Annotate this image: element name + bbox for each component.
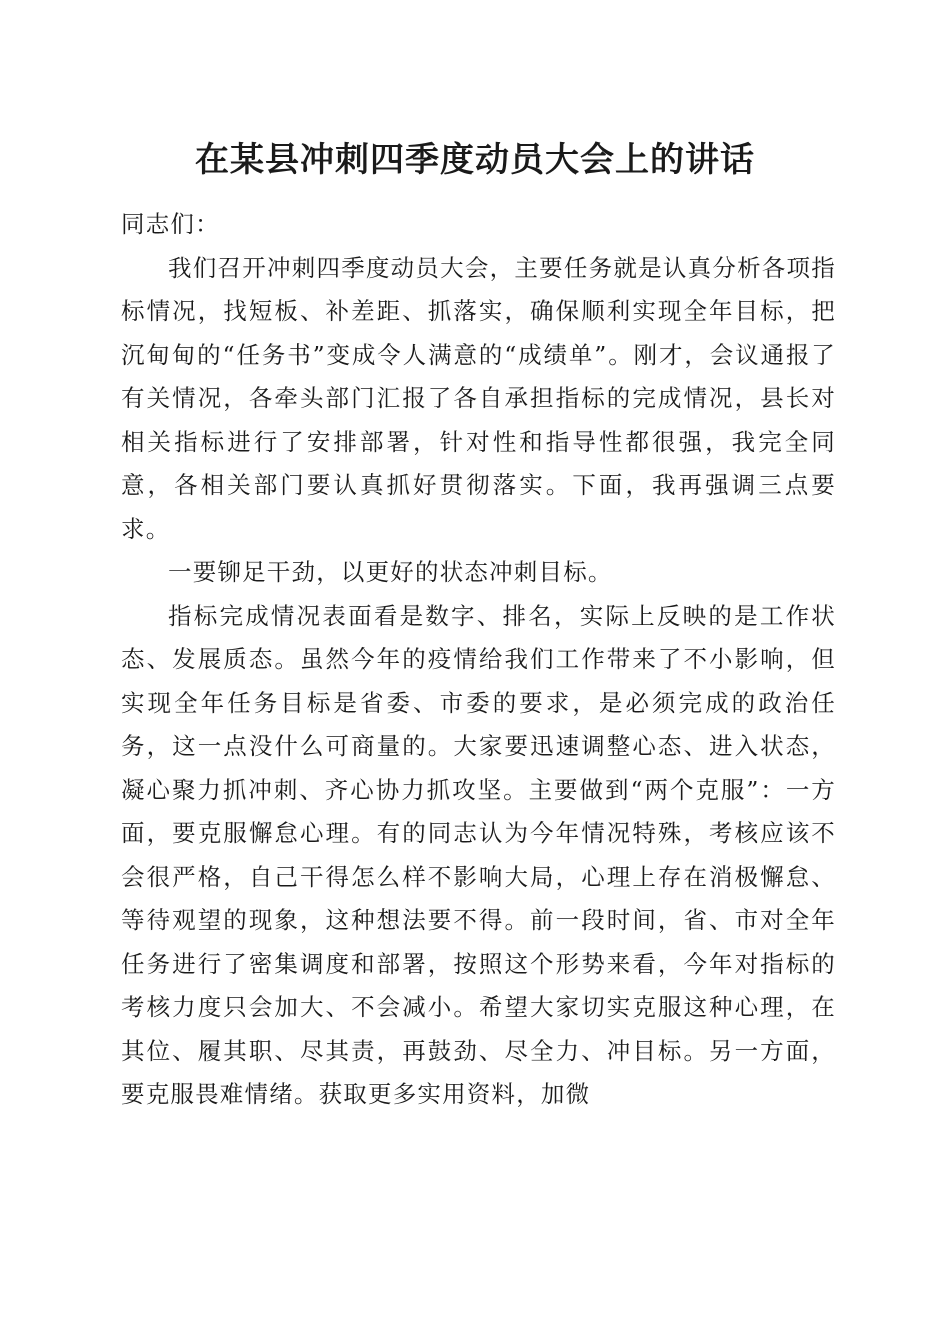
paragraph-2: 指标完成情况表面看是数字、排名，实际上反映的是工作状态、发展质态。虽然今年的疫情给我们工作带来了不小影响，但实现全年任务目标是省委、市委的要求，是必须完成的政治任务，这一点没什么可商量的。大家要迅速调整心态、进入状态，凝心聚力抓冲刺、齐心协力抓攻坚。主要做到“两个克服”：一方面，要克服懈怠心理。有的同志认为今年情况特殊，考核应该不会很严格，自己干得怎么样不影响大局，心理上存在消极懈怠、等待观望的现象，这种想法要不得。前一段时间，省、市对全年任务进行了密集调度和部署，按照这个形势来看，今年对指标的考核力度只会加大、不会减小。希望大家切实克服这种心理，在其位、履其职、尽其责，再鼓劲、尽全力、冲目标。另一方面，要克服畏难情绪。获取更多实用资料，加微 bbox=[121, 601, 836, 1108]
document-body bbox=[121, 203, 836, 1117]
salutation: 同志们： bbox=[121, 210, 220, 238]
document-title: 在某县冲刺四季度动员大会上的讲话 bbox=[195, 140, 755, 180]
paragraph-1: 我们召开冲刺四季度动员大会，主要任务就是认真分析各项指标情况，找短板、补差距、抓落实，确保顺利实现全年目标，把沉甸甸的“任务书”变成令人满意的“成绩单”。刚才，会议通报了有关情况，各牵头部门汇报了各自承担指标的完成情况，县长对相关指标进行了安排部署，针对性和指导性都很强，我完全同意，各相关部门要认真抓好贯彻落实。下面，我再强调三点要求。 bbox=[121, 253, 836, 543]
section-heading-1: 一要铆足干劲，以更好的状态冲刺目标。 bbox=[168, 558, 613, 586]
